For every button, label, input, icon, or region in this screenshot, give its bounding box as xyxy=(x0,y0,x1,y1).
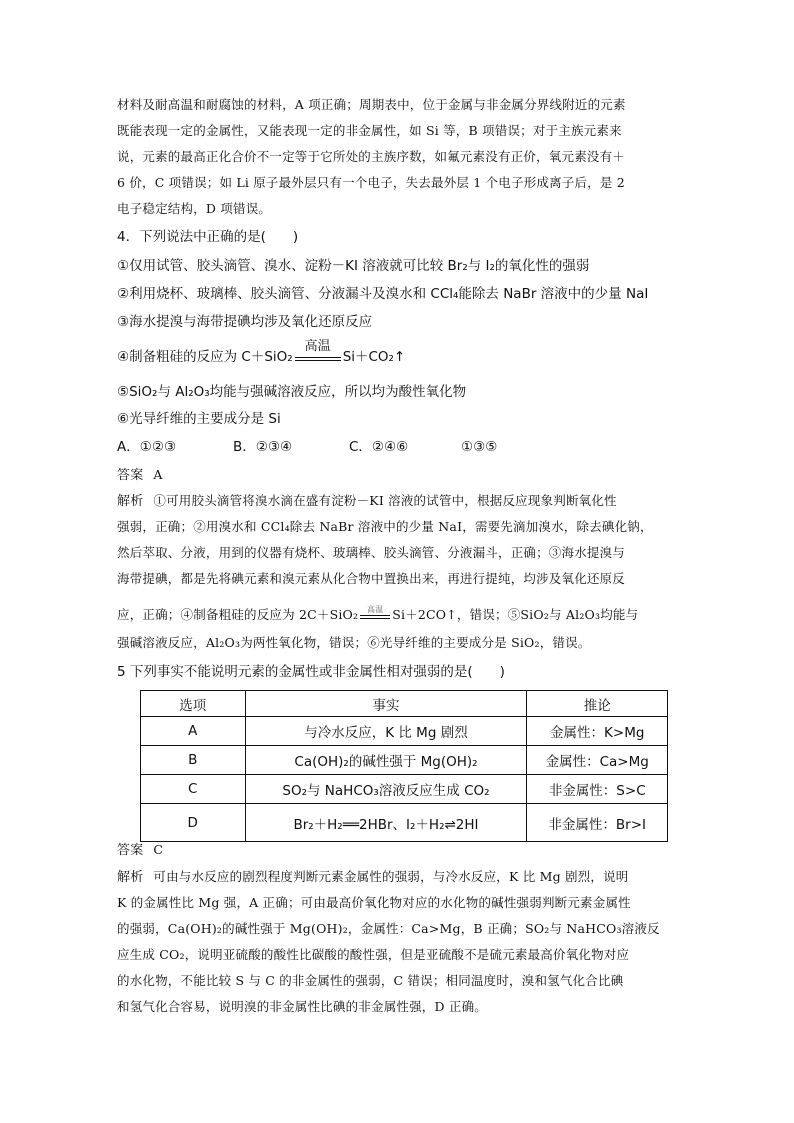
answer-value: C xyxy=(153,842,164,857)
prev-analysis-line: 电子稳定结构，D 项错误。 xyxy=(117,201,272,216)
q4-answer xyxy=(117,466,677,485)
q4-statement-4 xyxy=(117,339,677,366)
q4-analysis-line: 然后萃取、分液，用到的仪器有烧杯、玻璃棒、胶头滴管、分液漏斗，正确；③海水提溴与 xyxy=(117,545,626,560)
answer-label: 答案 xyxy=(117,843,144,858)
q4-analysis-line: 强碱溶液反应，Al₂O₃为两性氧化物，错误；⑥光导纤维的主要成分是 SiO₂，错误。 xyxy=(117,635,591,650)
q4-statement-3: ③海水提溴与海带提碘均涉及氧化还原反应 xyxy=(117,314,373,330)
q4-option-c: C．②④⑥ xyxy=(349,439,409,455)
equation-arrow xyxy=(293,339,343,366)
table-header-cell: 事实 xyxy=(245,691,527,717)
table-cell: 与冷水反应，K 比 Mg 剧烈 xyxy=(245,717,527,746)
table-cell: 金属性：K>Mg xyxy=(527,717,668,746)
table-cell: SO₂与 NaHCO₃溶液反应生成 CO₂ xyxy=(245,775,527,804)
table-cell: B xyxy=(141,746,246,775)
analysis-label: 解析 xyxy=(117,494,144,509)
prev-analysis-line: 6 价，C 项错误；如 Li 原子最外层只有一个电子，失去最外层 1 个电子形成离子后，是 2 xyxy=(117,175,625,190)
q4-analysis-line: 应，正确；④制备粗硅的反应为 2C＋SiO₂ 高温 Si＋2CO↑，错误；⑤SiO₂与 Al₂O₃均能与 xyxy=(117,606,677,624)
table-cell: C xyxy=(141,775,246,804)
analysis-label: 解析 xyxy=(117,870,144,885)
q4-s4-left: ④制备粗硅的反应为 C＋SiO₂ xyxy=(117,349,293,365)
table-cell: 非金属性：S>C xyxy=(527,775,668,804)
q4-statement-2: ②利用烧杯、玻璃棒、胶头滴管、分液漏斗及溴水和 CCl₄能除去 NaBr 溶液中的少量 NaI xyxy=(117,286,649,302)
q5-analysis-line: 和氢气化合容易，说明溴的非金属性比碘的非金属性强，D 正确。 xyxy=(117,999,487,1014)
prev-analysis-line: 说，元素的最高正化合价不一定等于它所处的主族序数，如氟元素没有正价，氧元素没有＋ xyxy=(117,149,626,164)
table-row xyxy=(141,717,668,746)
q4-analysis-line: 强弱，正确；②用溴水和 CCl₄除去 NaBr 溶液中的少量 NaI，需要先滴加溴水，除去碘化钠， xyxy=(117,519,653,534)
q5-analysis-line: 的水化物，不能比较 S 与 C 的非金属性的强弱，C 错误；相同温度时，溴和氢气化合比碘 xyxy=(117,973,624,988)
table-row xyxy=(141,775,668,804)
table-cell: A xyxy=(141,717,246,746)
table-header-row xyxy=(141,691,668,717)
q4-option-d: ①③⑤ xyxy=(461,439,498,455)
q4-options xyxy=(117,438,677,456)
prev-analysis-line: 材料及耐高温和耐腐蚀的材料，A 项正确；周期表中，位于金属与非金属分界线附近的元素 xyxy=(117,97,626,112)
q4-option-a: A．①②③ xyxy=(117,439,177,455)
reaction-condition: 高温 xyxy=(367,605,384,614)
q4-analysis-line: 海带提碘，都是先将碘元素和溴元素从化合物中置换出来，再进行提纯，均涉及氧化还原反 xyxy=(117,571,626,586)
q5-analysis-line: 解析 可由与水反应的剧烈程度判断元素金属性的强弱，与冷水反应，K 比 Mg 剧烈，说明 xyxy=(117,869,629,885)
table-row xyxy=(141,746,668,775)
q4-statement-1: ①仅用试管、胶头滴管、溴水、淀粉－KI 溶液就可比较 Br₂与 I₂的氧化性的强弱 xyxy=(117,258,590,274)
q4-statement-5: ⑤SiO₂与 Al₂O₃均能与强碱溶液反应，所以均为酸性氧化物 xyxy=(117,384,467,400)
q4-statement-6: ⑥光导纤维的主要成分是 Si xyxy=(117,411,281,427)
answer-label: 答案 xyxy=(117,468,144,483)
equation-arrow xyxy=(358,606,392,624)
q4-s4-right: Si＋CO₂↑ xyxy=(342,349,406,365)
table-cell: 非金属性：Br>I xyxy=(527,804,668,842)
q5-analysis-line: 的强弱，Ca(OH)₂的碱性强于 Mg(OH)₂，金属性：Ca>Mg，B 正确；SO₂与 NaHCO₃溶液反 xyxy=(117,921,660,936)
q5-analysis-line: 应生成 CO₂，说明亚硫酸的酸性比碳酸的酸性强，但是亚硫酸不是硫元素最高价氧化物对应 xyxy=(117,947,630,962)
table-cell: D xyxy=(141,804,246,842)
table-header-cell: 推论 xyxy=(527,691,668,717)
answer-value: A xyxy=(153,467,163,482)
q5-answer xyxy=(117,841,677,860)
q4-stem: 4．下列说法中正确的是( ) xyxy=(117,229,299,245)
prev-analysis-line: 既能表现一定的金属性，又能表现一定的非金属性，如 Si 等，B 项错误；对于主族元素来 xyxy=(117,123,622,138)
q5-table xyxy=(140,690,668,842)
table-header-cell: 选项 xyxy=(141,691,246,717)
table-row xyxy=(141,804,668,842)
q5-stem: 5 下列事实不能说明元素的金属性或非金属性相对强弱的是( ) xyxy=(117,664,505,680)
reaction-condition: 高温 xyxy=(304,339,331,354)
q4-option-b: B．②③④ xyxy=(233,439,293,455)
table-cell: 金属性：Ca>Mg xyxy=(527,746,668,775)
table-cell: Ca(OH)₂的碱性强于 Mg(OH)₂ xyxy=(245,746,527,775)
table-cell: Br₂＋H₂══2HBr、I₂＋H₂⇌2HI xyxy=(245,804,527,842)
q5-analysis-line: K 的金属性比 Mg 强，A 正确；可由最高价氧化物对应的水化物的碱性强弱判断元素金属性 xyxy=(117,895,631,910)
q4-analysis-line: 解析 ①可用胶头滴管将溴水滴在盛有淀粉－KI 溶液的试管中，根据反应现象判断氧化性 xyxy=(117,493,617,509)
